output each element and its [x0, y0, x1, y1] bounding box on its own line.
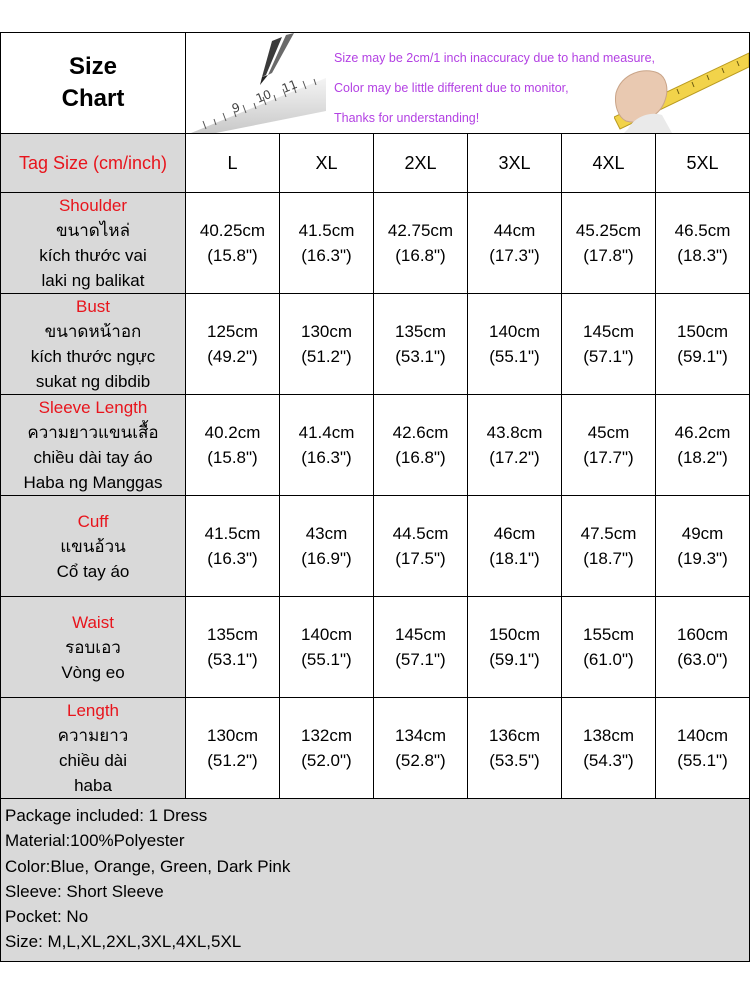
value-cell: 155cm (61.0")	[562, 597, 656, 698]
value-cell: 42.75cm (16.8")	[374, 193, 468, 294]
title-line-1: Size	[68, 53, 118, 80]
value-cell: 46.5cm (18.3")	[656, 193, 750, 294]
measure-name-thai: ขนาดหน้าอก	[44, 322, 142, 341]
value-cell: 40.2cm (15.8")	[186, 395, 280, 496]
hand-measuring-tape-illustration	[614, 33, 749, 133]
measure-name-thai: ความยาว	[57, 726, 129, 745]
size-col-3xl: 3XL	[468, 134, 562, 193]
table-row	[1, 193, 750, 294]
measure-label-sleeve-length	[1, 395, 186, 496]
value-cell: 140cm (55.1")	[280, 597, 374, 698]
value-cell: 138cm (54.3")	[562, 698, 656, 799]
size-col-4xl: 4XL	[562, 134, 656, 193]
size-col-2xl: 2XL	[374, 134, 468, 193]
value-cell: 135cm (53.1")	[374, 294, 468, 395]
tag-size-label: Tag Size (cm/inch)	[1, 134, 186, 193]
detail-size: Size: M,L,XL,2XL,3XL,4XL,5XL	[5, 932, 242, 952]
measure-name-vietnamese: kích thước vai	[39, 246, 147, 265]
size-col-l: L	[186, 134, 280, 193]
value-cell: 42.6cm (16.8")	[374, 395, 468, 496]
value-cell: 130cm (51.2")	[280, 294, 374, 395]
size-chart-table	[0, 32, 750, 962]
value-cell: 125cm (49.2")	[186, 294, 280, 395]
product-details	[1, 799, 750, 962]
disclaimer-note-1: Size may be 2cm/1 inch inaccuracy due to hand measure,	[334, 51, 656, 65]
title-line-2: Chart	[61, 85, 125, 112]
value-cell: 45.25cm (17.8")	[562, 193, 656, 294]
detail-material: Material:100%Polyester	[5, 831, 185, 851]
size-col-5xl: 5XL	[656, 134, 750, 193]
value-cell: 160cm (63.0")	[656, 597, 750, 698]
measure-name-filipino: laki ng balikat	[41, 271, 145, 290]
measure-name-vietnamese: chiều dài tay áo	[33, 448, 153, 467]
detail-package: Package included: 1 Dress	[5, 806, 208, 825]
value-cell: 135cm (53.1")	[186, 597, 280, 698]
value-cell: 47.5cm (18.7")	[562, 496, 656, 597]
value-cell: 130cm (51.2")	[186, 698, 280, 799]
detail-sleeve: Sleeve: Short Sleeve	[5, 881, 164, 901]
size-chart-title	[1, 33, 186, 134]
disclaimer-note-3: Thanks for understanding!	[334, 111, 480, 125]
svg-text:11: 11	[279, 77, 300, 96]
value-cell: 46.2cm (18.2")	[656, 395, 750, 496]
measure-name: Shoulder	[58, 196, 128, 215]
value-cell: 140cm (55.1")	[468, 294, 562, 395]
measure-name-filipino: haba	[74, 776, 112, 795]
value-cell: 44cm (17.3")	[468, 193, 562, 294]
measure-name: Length	[67, 701, 119, 720]
measure-name-vietnamese: kích thước ngực	[30, 347, 156, 366]
measure-name: Waist	[72, 612, 114, 632]
value-cell: 145cm (57.1")	[374, 597, 468, 698]
measure-name: Cuff	[77, 511, 109, 531]
measure-name-filipino: Haba ng Manggas	[23, 473, 163, 492]
value-cell: 145cm (57.1")	[562, 294, 656, 395]
detail-pocket: Pocket: No	[5, 907, 89, 927]
size-col-xl: XL	[280, 134, 374, 193]
measure-name-vietnamese: Vòng eo	[61, 662, 125, 682]
product-details-row	[1, 799, 750, 962]
measure-name-vietnamese: chiều dài	[58, 751, 128, 770]
measure-name: Sleeve Length	[38, 398, 148, 417]
disclaimer-banner	[186, 33, 750, 134]
measure-label-cuff	[1, 496, 186, 597]
detail-color: Color:Blue, Orange, Green, Dark Pink	[5, 856, 291, 876]
value-cell: 44.5cm (17.5")	[374, 496, 468, 597]
header-row	[1, 33, 750, 134]
value-cell: 136cm (53.5")	[468, 698, 562, 799]
table-row	[1, 496, 750, 597]
value-cell: 41.5cm (16.3")	[186, 496, 280, 597]
svg-text:10: 10	[253, 87, 274, 106]
value-cell: 49cm (19.3")	[656, 496, 750, 597]
value-cell: 46cm (18.1")	[468, 496, 562, 597]
measure-name-thai: ขนาดไหล่	[55, 221, 130, 240]
measure-label-length	[1, 698, 186, 799]
measure-name-thai: แขนอ้วน	[60, 536, 126, 556]
table-row	[1, 597, 750, 698]
size-chart-sheet	[0, 32, 750, 962]
value-cell: 43.8cm (17.2")	[468, 395, 562, 496]
measure-name-vietnamese: Cổ tay áo	[56, 561, 130, 581]
value-cell: 150cm (59.1")	[656, 294, 750, 395]
value-cell: 43cm (16.9")	[280, 496, 374, 597]
measure-name: Bust	[75, 297, 111, 316]
measure-label-waist	[1, 597, 186, 698]
value-cell: 40.25cm (15.8")	[186, 193, 280, 294]
value-cell: 41.5cm (16.3")	[280, 193, 374, 294]
measure-name-thai: รอบเอว	[65, 637, 121, 657]
table-row	[1, 698, 750, 799]
value-cell: 150cm (59.1")	[468, 597, 562, 698]
value-cell: 132cm (52.0")	[280, 698, 374, 799]
disclaimer-note-2: Color may be little different due to monitor,	[334, 81, 569, 95]
value-cell: 41.4cm (16.3")	[280, 395, 374, 496]
svg-text:9: 9	[229, 99, 243, 116]
measure-label-bust	[1, 294, 186, 395]
value-cell: 140cm (55.1")	[656, 698, 750, 799]
table-row	[1, 395, 750, 496]
table-row	[1, 294, 750, 395]
measure-name-thai: ความยาวแขนเสื้อ	[27, 423, 159, 442]
value-cell: 134cm (52.8")	[374, 698, 468, 799]
size-header-row	[1, 134, 750, 193]
value-cell: 45cm (17.7")	[562, 395, 656, 496]
measure-label-shoulder	[1, 193, 186, 294]
measure-name-filipino: sukat ng dibdib	[35, 372, 151, 391]
pencil-ruler-illustration	[186, 33, 326, 133]
